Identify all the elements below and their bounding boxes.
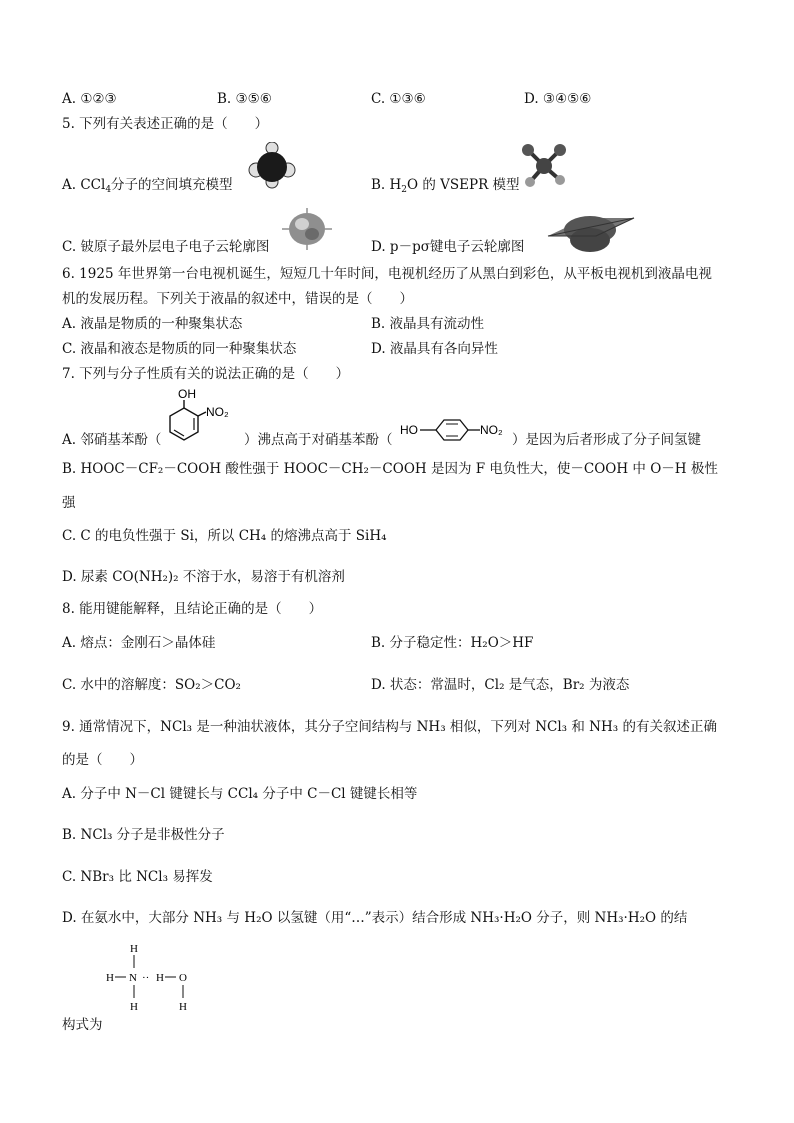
q5-stem: 5. 下列有关表述正确的是（ ） (62, 116, 269, 132)
q4-option-b: B. ③⑤⑥ (217, 91, 272, 107)
q7-option-d: D. 尿素 CO(NH₂)₂ 不溶于水，易溶于有机溶剂 (62, 569, 345, 585)
ortho-oh-label: OH (178, 387, 196, 401)
q7-option-b-line2: 强 (62, 495, 76, 511)
q6-option-b: B. 液晶具有流动性 (371, 316, 485, 332)
q4-option-c: C. ①③⑥ (371, 91, 426, 107)
q9-option-d: D. 在氨水中，大部分 NH₃ 与 H₂O 以氢键（用“…”表示）结合形成 NH₃·H₂O 分子，则 NH₃·H₂O 的结 (62, 910, 688, 926)
q8-option-a: A. 熔点：金刚石＞晶体硅 (62, 635, 216, 651)
p-p-sigma-bond-diagram (538, 210, 638, 254)
q9-option-a: A. 分子中 N－Cl 键键长与 CCl₄ 分子中 C－Cl 键键长相等 (62, 786, 418, 802)
para-no2-label: NO₂ (480, 423, 503, 437)
q8-option-c: C. 水中的溶解度：SO₂＞CO₂ (62, 677, 241, 693)
svg-text:O: O (179, 972, 187, 984)
q5-option-c: C. 铍原子最外层电子电子云轮廓图 (62, 239, 270, 255)
beryllium-electron-cloud-diagram (278, 206, 336, 252)
q6-option-d: D. 液晶具有各向异性 (371, 341, 498, 357)
q8-option-d: D. 状态：常温时，Cl₂ 是气态，Br₂ 为液态 (371, 677, 630, 693)
svg-text:H: H (106, 972, 114, 984)
o-nitrophenol-structure (160, 386, 250, 446)
q5-option-a: A. CCl$_4$分子的空间填充模型 (62, 177, 233, 195)
svg-text:N: N (129, 972, 137, 984)
q9-option-b: B. NCl₃ 分子是非极性分子 (62, 827, 225, 843)
q7-option-a-suffix: ）是因为后者形成了分子间氢键 (512, 432, 701, 448)
q9-option-d-tail: 构式为 (62, 1017, 103, 1033)
svg-text:H: H (156, 972, 164, 984)
svg-text:H: H (179, 1001, 187, 1013)
q9-stem-line1: 9. 通常情况下，NCl₃ 是一种油状液体，其分子空间结构与 NH₃ 相似，下列对 NCl₃ 和 NH₃ 的有关叙述正确 (62, 719, 717, 735)
q5-option-d: D. p－pσ键电子云轮廓图 (371, 239, 525, 255)
q7-option-b-line1: B. HOOC－CF₂－COOH 酸性强于 HOOC－CH₂－COOH 是因为 F 电负性大，使－COOH 中 O－H 极性 (62, 461, 718, 477)
q8-stem: 8. 能用键能解释，且结论正确的是（ ） (62, 601, 323, 617)
q7-option-a-prefix: A. 邻硝基苯酚（ (62, 432, 162, 448)
q9-stem-line2: 的是（ ） (62, 752, 143, 768)
q4-option-d: D. ③④⑤⑥ (524, 91, 592, 107)
q7-stem: 7. 下列与分子性质有关的说法正确的是（ ） (62, 366, 350, 382)
q6-option-c: C. 液晶和液态是物质的同一种聚集状态 (62, 341, 297, 357)
q6-stem-line2: 机的发展历程。下列关于液晶的叙述中，错误的是（ ） (62, 291, 413, 307)
q5-option-b: B. $H_2O$ 的 VSEPR 模型 (371, 177, 520, 195)
svg-text:H: H (130, 1001, 138, 1013)
q7-option-a-middle: ）沸点高于对硝基苯酚（ (244, 432, 393, 448)
svg-text:··: ·· (142, 972, 150, 984)
q9-option-c: C. NBr₃ 比 NCl₃ 易挥发 (62, 869, 213, 885)
q8-option-b: B. 分子稳定性：H₂O＞HF (371, 635, 534, 651)
svg-text:H: H (130, 943, 138, 955)
q6-option-a: A. 液晶是物质的一种聚集状态 (62, 316, 243, 332)
p-nitrophenol-structure (400, 416, 518, 444)
ccl4-space-filling-model (248, 142, 296, 190)
nh3-h2o-structure (100, 940, 200, 1016)
h2o-vsepr-model (520, 142, 568, 190)
q4-option-a: A. ①②③ (62, 91, 117, 107)
para-ho-label: HO (400, 423, 418, 437)
ortho-no2-label: NO₂ (206, 405, 229, 419)
q6-stem-line1: 6. 1925 年世界第一台电视机诞生，短短几十年时间，电视机经历了从黑白到彩色，从平板电视机到液晶电视 (62, 266, 712, 282)
q7-option-c: C. C 的电负性强于 Si，所以 CH₄ 的熔沸点高于 SiH₄ (62, 528, 387, 544)
